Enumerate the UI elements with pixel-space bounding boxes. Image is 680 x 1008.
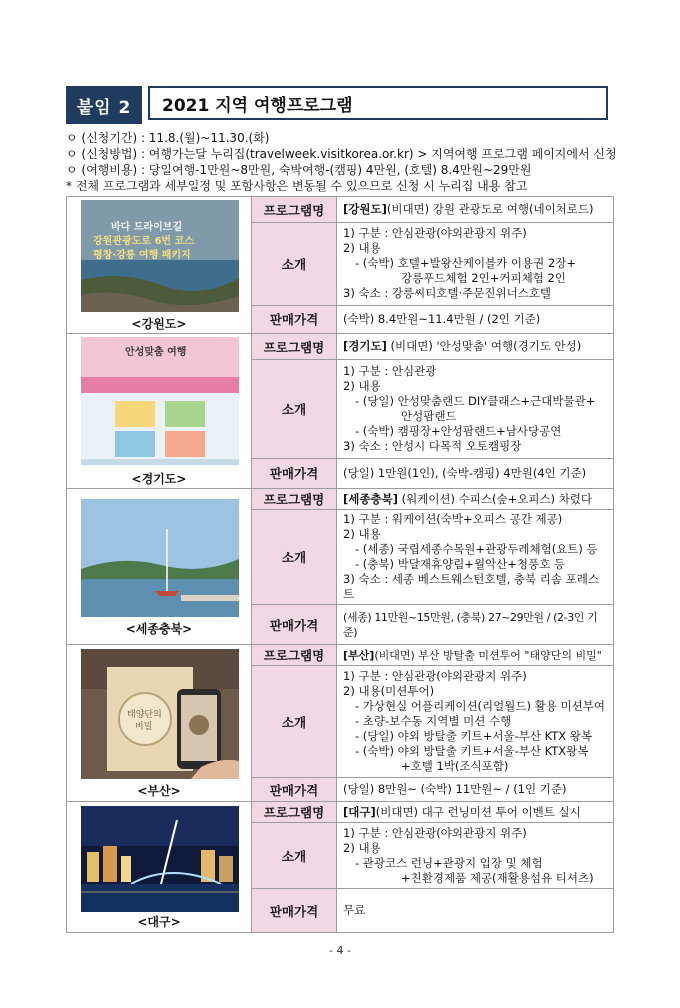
gyeonggi-poster-image (81, 337, 239, 465)
program-name-label: 프로그램명 (252, 334, 337, 360)
notice-block (66, 130, 617, 194)
program-intro: 1) 구분 : 안심관광(야외관광지 위주) 2) 내용 - 관광코스 런닝+관광지 입장 및 체험 +친환경제품 제공(재활용섬유 티셔츠) (337, 823, 614, 889)
region-caption: <경기도> (131, 472, 187, 486)
table-row (67, 802, 614, 823)
gangwon-poster-image (81, 200, 239, 312)
program-intro: 1) 구분 : 안심관광 2) 내용 - (당일) 안성맞춤랜드 DIY클래스+근대박물관+ 안성팜랜드 - (숙박) 캠핑장+안성팜랜드+남사당공연 3) 숙소 : 안성시 다목적 오토캠핑장 (337, 360, 614, 459)
busan-kit-image (81, 649, 239, 779)
intro-label: 소개 (252, 510, 337, 605)
notice-disclaimer: * 전체 프로그램과 세부일정 및 포함사항은 변동될 수 있으므로 신청 시 누리집 내용 참고 (66, 179, 528, 193)
busan-kit-line2: 비밀 (135, 722, 153, 732)
table-row (67, 645, 614, 666)
intro-label: 소개 (252, 666, 337, 778)
program-name: [대구](비대면) 대구 런닝미션 투어 이벤트 실시 (337, 802, 614, 823)
region-image-cell (67, 802, 252, 933)
program-table (66, 196, 614, 933)
intro-label: 소개 (252, 223, 337, 306)
sejong-lake-image (81, 499, 239, 617)
region-caption: <대구> (137, 915, 181, 929)
notice-cost: ㅇ (여행비용) : 당일여행-1만원~8만원, 숙박여행-(캠핑) 4만원, (호텔) 8.4만원~29만원 (66, 163, 532, 177)
daegu-night-image (81, 806, 239, 912)
region-image-cell (67, 334, 252, 489)
region-caption: <부산> (137, 784, 181, 798)
region-caption: <강원도> (131, 317, 187, 331)
region-caption: <세종충북> (125, 621, 193, 636)
program-price: 무료 (337, 889, 614, 933)
program-price: (당일) 1만원(1인), (숙박-캠핑) 4만원(4인 기준) (337, 458, 614, 488)
intro-label: 소개 (252, 360, 337, 459)
region-image-cell (67, 489, 252, 645)
gyeonggi-poster-title: 안성맞춤 여행 (125, 347, 187, 358)
program-name-label: 프로그램명 (252, 489, 337, 510)
price-label: 판매가격 (252, 305, 337, 333)
gangwon-poster-line2: 강원관광도로 6번 코스 (93, 236, 194, 247)
program-name-label: 프로그램명 (252, 802, 337, 823)
busan-kit-line1: 태양단의 (127, 710, 162, 720)
program-price: (숙박) 8.4만원~11.4만원 / (2인 기준) (337, 305, 614, 333)
notice-period: ㅇ (신청기간) : 11.8.(월)~11.30.(화) (66, 131, 270, 145)
price-label: 판매가격 (252, 778, 337, 802)
price-label: 판매가격 (252, 605, 337, 645)
program-name: [세종충북] (워케이션) 수피스(숲+오피스) 차렸다 (337, 489, 614, 510)
gangwon-poster-line3: 평창·강릉 여행 패키지 (93, 250, 191, 261)
program-name-label: 프로그램명 (252, 197, 337, 223)
price-label: 판매가격 (252, 889, 337, 933)
table-row (67, 197, 614, 223)
program-intro: 1) 구분 : 안심관광(야외관광지 위주) 2) 내용(미션투어) - 가상현실 어플리케이션(리얼월드) 활용 미션부여 - 초량-보수동 지역별 미션 수행 - (당일) 야외 방탈출 키트+서울-부산 KTX 왕복 - (숙박) 야외 방탈출 키트+서울-부산 KTX왕복 +호텔 1박(조식포함) (337, 666, 614, 778)
page-number: - 4 - (329, 944, 351, 957)
program-name: [강원도](비대면) 강원 관광도로 여행(네이처로드) (337, 197, 614, 223)
program-name: [부산](비대면) 부산 방탈출 미션투어 "태양단의 비밀" (337, 645, 614, 666)
program-name: [경기도] (비대면) '안성맞춤' 여행(경기도 안성) (337, 334, 614, 360)
intro-label: 소개 (252, 823, 337, 889)
program-intro: 1) 구분 : 워케이션(숙박+오피스 공간 제공) 2) 내용 - (세종) 국립세종수목원+관광두레체험(요트) 등 - (충북) 박달재휴양림+월악산+청풍호 등 3) 숙소 : 세종 베스트웨스턴호텔, 충북 리솜 포레스트 (337, 510, 614, 605)
region-image-cell (67, 645, 252, 802)
program-name-label: 프로그램명 (252, 645, 337, 666)
table-row (67, 334, 614, 360)
program-price: (세종) 11만원~15만원, (충북) 27~29만원 / (2-3인 기준) (337, 605, 614, 645)
notice-method: ㅇ (신청방법) : 여행가는달 누리집(travelweek.visitkorea.or.kr) > 지역여행 프로그램 페이지에서 신청 (66, 147, 617, 161)
table-row (67, 489, 614, 510)
program-intro: 1) 구분 : 안심관광(야외관광지 위주) 2) 내용 - (숙박) 호텔+발왕산케이블카 이용권 2장+ 강릉푸드체험 2인+커피체험 2인 3) 숙소 : 강릉씨티호텔·주문진위너스호텔 (337, 223, 614, 306)
gangwon-poster-line1: 바다 드라이브길 (111, 222, 183, 233)
region-image-cell (67, 197, 252, 334)
attachment-badge: 붙임 2 (66, 86, 142, 124)
price-label: 판매가격 (252, 458, 337, 488)
attachment-header (66, 86, 610, 124)
program-price: (당일) 8만원~ (숙박) 11만원~ / (1인 기준) (337, 778, 614, 802)
page-title: 2021 지역 여행프로그램 (148, 86, 608, 120)
